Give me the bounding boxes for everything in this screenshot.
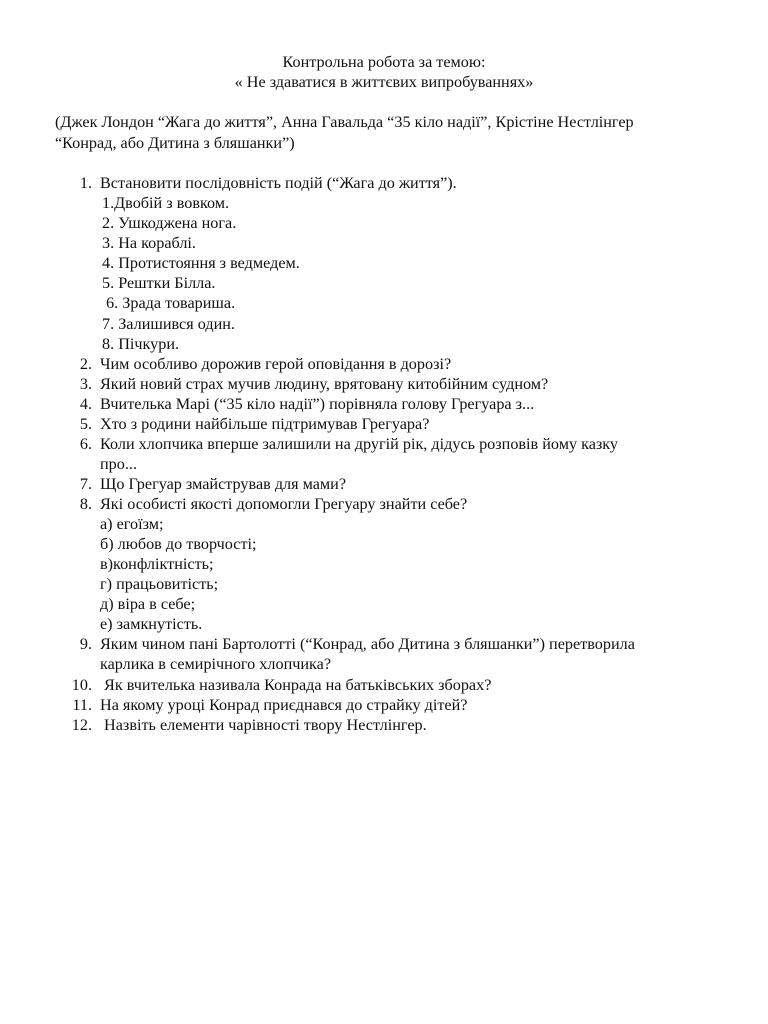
document-title: Контрольна робота за темою: <box>282 53 486 71</box>
answer-option: б) любов до творчості; <box>100 535 257 553</box>
sequence-item: 2. Ушкоджена нога. <box>102 214 237 232</box>
works-list-line-2: “Конрад, або Дитина з бляшанки”) <box>55 133 295 152</box>
question-number: 12. <box>71 716 92 734</box>
sequence-item: 1.Двобій з вовком. <box>102 194 230 212</box>
question-text: Хто з родини найбільше підтримував Грегуара? <box>100 415 430 433</box>
sequence-item: 8. Пічкури. <box>102 335 180 353</box>
question-text: Що Грегуар змайстрував для мами? <box>100 475 347 493</box>
sequence-item: 6. Зрада товариша. <box>102 294 236 312</box>
question-number: 2. <box>79 355 92 373</box>
works-list <box>55 112 735 153</box>
question-number: 4. <box>79 395 92 413</box>
question-number: 11. <box>72 696 92 714</box>
question-text: Встановити послідовність подій (“Жага до життя”). <box>100 174 457 192</box>
answer-option: а) егоїзм; <box>100 515 164 533</box>
question-text: Який новий страх мучив людину, врятовану китобійним судном? <box>100 375 549 393</box>
sequence-item: 5. Рештки Білла. <box>102 274 216 292</box>
answer-option: в)конфліктність; <box>100 555 214 573</box>
sequence-item: 4. Протистояння з ведмедем. <box>102 254 300 272</box>
sequence-item: 7. Залишився один. <box>102 315 235 333</box>
question-number: 1. <box>79 174 92 192</box>
question-text-continuation: про... <box>100 455 137 473</box>
sequence-item: 3. На кораблі. <box>102 234 196 252</box>
works-list-line-1: (Джек Лондон “Жага до життя”, Анна Гавальда “35 кіло надії”, Крістіне Нестлінгер <box>55 113 634 131</box>
question-number: 6. <box>79 435 92 453</box>
question-text: Назвіть елементи чарівності твору Нестлінгер. <box>100 716 427 734</box>
answer-option: г) працьовитість; <box>100 575 219 593</box>
answer-option: е) замкнутість. <box>100 615 203 633</box>
question-number: 10. <box>71 676 92 694</box>
question-text: Чим особливо дорожив герой оповідання в дорозі? <box>100 355 452 373</box>
question-text: Коли хлопчика вперше залишили на другій рік, дідусь розповів йому казку <box>100 435 619 453</box>
question-text: На якому уроці Конрад приєднався до страйку дітей? <box>100 696 468 714</box>
question-text: Як вчителька називала Конрада на батьківських зборах? <box>100 676 492 694</box>
document-subtitle: « Не здаватися в життєвих випробуваннях» <box>234 73 534 91</box>
question-number: 9. <box>79 635 92 653</box>
question-number: 8. <box>79 495 92 513</box>
question-number: 5. <box>79 415 92 433</box>
question-text-continuation: карлика в семирічного хлопчика? <box>100 655 332 673</box>
question-number: 7. <box>79 475 92 493</box>
question-text: Які особисті якості допомогли Грегуару знайти себе? <box>100 495 468 513</box>
answer-option: д) віра в себе; <box>100 595 196 613</box>
question-text: Вчителька Марі (“35 кіло надії”) порівняла голову Грегуара з... <box>100 395 535 413</box>
question-text: Яким чином пані Бартолотті (“Конрад, або Дитина з бляшанки”) перетворила <box>100 635 635 653</box>
question-number: 3. <box>79 375 92 393</box>
